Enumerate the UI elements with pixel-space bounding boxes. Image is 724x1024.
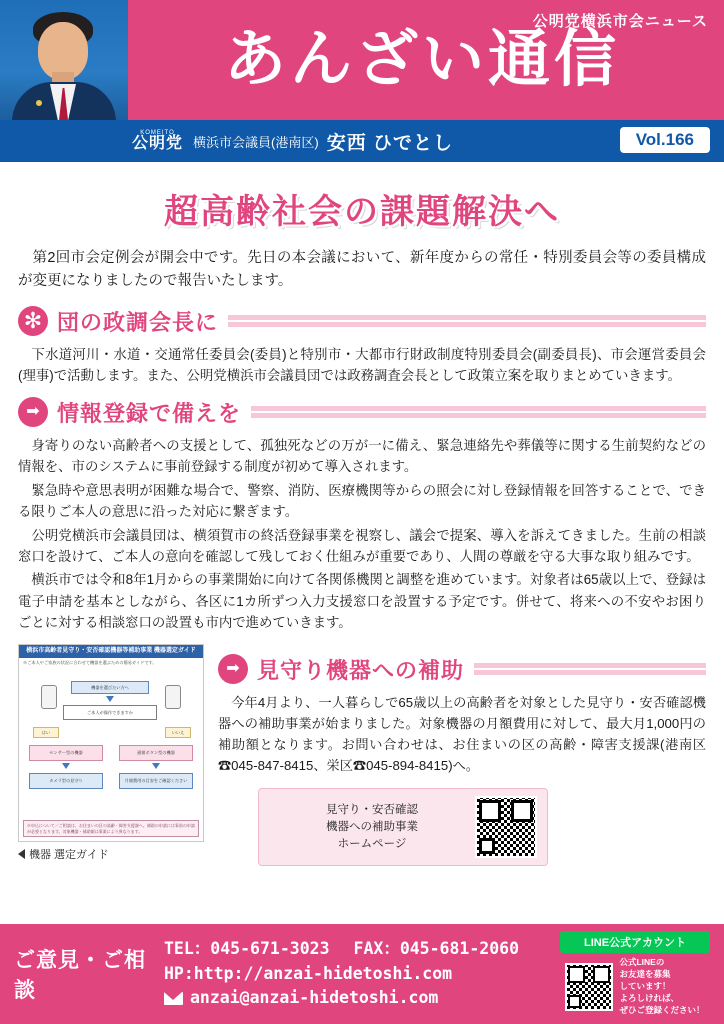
- contact-row-homepage[interactable]: [164, 962, 560, 987]
- fax-number: FAX：045-681-2060: [353, 938, 520, 958]
- line-text-line-2: お友達を募集: [619, 969, 671, 980]
- guide-node-yes: はい: [33, 727, 59, 738]
- bottom-block: [18, 644, 706, 867]
- guide-arrow-icon: [106, 696, 114, 702]
- email-address[interactable]: anzai@anzai-hidetoshi.com: [190, 988, 439, 1008]
- page-title: 超高齢社会の課題解決へ: [164, 192, 560, 232]
- section-1-paragraph-1: 下水道河川・水道・交通常任委員会(委員)と特別市・大都市行財政制度特別委員会(副委員長)、市会運営委員会(理事)で活動します。また、公明党横浜市会議員団では政務調査会長として政策立案を取りまとめていきます。: [18, 346, 706, 384]
- section-heading-3: [218, 654, 706, 685]
- heading-rule: [251, 406, 706, 418]
- heading-rule: [228, 315, 706, 327]
- guide-node-question: ご本人が操作できますか: [63, 705, 157, 720]
- line-text-line-1: 公式LINEの: [619, 957, 665, 968]
- header-info-bar: [0, 120, 724, 162]
- qr-panel-line-1: 見守り・安否確認: [326, 804, 418, 817]
- flower-icon: [18, 306, 48, 336]
- guide-node-sensor: センサー型の機器: [29, 745, 103, 761]
- section-heading-2: [18, 397, 706, 428]
- section-3-paragraph-1: 今年4月より、一人暮らしで65歳以上の高齢者を対象とした見守り・安否確認機器への補助事業が始まりました。対象機器の月額費用に対して、最大月1,000円の補助額となります。お問い合わせは、お住まいの区の高齢・障害支援課(港南区☎045-847-8415、栄区☎045-894-8415)へ。: [218, 694, 706, 774]
- section-2-paragraph-4: 横浜市では令和8年1月からの事業開始に向けて各関係機関と調整を進めています。対象者は65歳以上で、登録は電子申請を基本としながら、各区に1カ所ずつ入力支援窓口を設置する予定です。併せて、将来への不安やお困りごとに対する相談窓口の設置も市内で進めていきます。: [18, 572, 706, 631]
- section-2-paragraph-1: 身寄りのない高齢者への支援として、孤独死などの万が一に備え、緊急連絡先や葬儀等に関する生前契約などの情報を、市のシステムに事前登録する制度が初めて導入されます。: [18, 437, 706, 475]
- guide-image-note: ※ご本人やご家族の状況に合わせて機器を選ぶための簡易ガイドです。: [23, 660, 157, 666]
- role-text: 横浜市会議員(港南区): [193, 134, 319, 150]
- section-heading-1: [18, 306, 706, 337]
- line-text-line-5: ぜひご登録ください！: [619, 1004, 705, 1015]
- guide-image-title: 横浜市高齢者見守り・安否確認機器等補助事業 機器選定ガイド: [19, 645, 203, 659]
- line-text-line-3: しています！: [619, 981, 671, 992]
- qr-info-panel[interactable]: [258, 788, 548, 866]
- guide-column: [18, 644, 208, 867]
- person-name: 安西 ひでとし: [326, 132, 453, 154]
- section-2-paragraph-2: 緊急時や意思表明が困難な場合で、警察、消防、医療機関等からの照会に対し登録情報を回答することで、できる限りご本人の意思に沿った対応に繋ぎます。: [18, 482, 706, 520]
- arrow-icon: [218, 654, 248, 684]
- line-text-line-4: よろしければ、: [619, 992, 679, 1003]
- guide-caption-text: 機器 選定ガイド: [29, 848, 109, 861]
- guide-arrow-icon: [152, 763, 160, 769]
- guide-footnote: ※申込について／ご相談は、お住まいの区の高齢・障害支援課へ。補助の申請には事前の申請が必要となります。対象機器・補助額は事業により異なります。: [23, 820, 199, 836]
- lapel-badge-icon: [36, 100, 42, 106]
- line-account-block[interactable]: [560, 931, 710, 1016]
- section-title-2: 情報登録で備えを: [57, 401, 242, 427]
- smartphone-icon: [41, 685, 57, 709]
- guide-node-camera: カメラ型の見守り: [29, 773, 103, 789]
- section-title-1: 団の政調会長に: [57, 310, 219, 336]
- section-2-paragraph-3: 公明党横浜市会議員団は、横須賀市の終活登録事業を視察し、議会で提案、導入を訴えてきました。生前の相談窓口を設けて、ご本人の意向を確認して残しておく仕組みが重要であり、人間の尊厳を守る大事な取り組みです。: [18, 527, 706, 565]
- line-account-title: LINE公式アカウント: [560, 931, 710, 953]
- politician-photo: [0, 0, 128, 120]
- masthead-title: あんざい通信: [223, 22, 620, 95]
- volume-badge: Vol.166: [620, 127, 710, 153]
- line-qr-code[interactable]: [565, 963, 613, 1011]
- newsletter-header: [0, 0, 724, 162]
- guide-node-button: 通報ボタン型の機器: [119, 745, 193, 761]
- newsletter-body: [0, 162, 724, 924]
- line-account-inner: [560, 957, 710, 1016]
- contact-row-email[interactable]: [164, 986, 560, 1011]
- telephone-number: TEL：045-671-3023: [164, 938, 330, 958]
- right-column: [218, 644, 706, 867]
- guide-caption: [18, 846, 208, 862]
- arrow-icon: [18, 397, 48, 427]
- party-name: 公明党: [132, 135, 184, 152]
- section-title-3: 見守り機器への補助: [257, 658, 465, 684]
- party-romaji: KOMEITO: [140, 130, 175, 136]
- party-logo: [132, 130, 183, 152]
- guide-node-cost: 月額費用の目安をご確認ください: [119, 773, 193, 789]
- qr-panel-line-2: 機器への補助事業: [326, 820, 418, 833]
- triangle-icon: [18, 849, 25, 859]
- contact-info: [164, 937, 560, 1011]
- contact-row-phone: [164, 937, 560, 962]
- device-selection-guide-image: [18, 644, 204, 842]
- guide-arrow-icon: [62, 763, 70, 769]
- qr-panel-text: [269, 802, 475, 852]
- mail-icon: [164, 992, 183, 1005]
- newsletter-footer: [0, 924, 724, 1024]
- qr-panel-line-3: ホームページ: [337, 837, 407, 850]
- organization-label: 公明党横浜市会ニュース: [532, 13, 708, 30]
- qr-code[interactable]: [475, 796, 537, 858]
- guide-node-start: 機器を選びたい方へ: [71, 681, 149, 694]
- smartphone-icon: [165, 685, 181, 709]
- heading-rule: [474, 663, 706, 675]
- lead-paragraph: 第2回市会定例会が開会中です。先日の本会議において、新年度からの常任・特別委員会等の委員構成が変更になりましたので報告いたします。: [18, 250, 706, 290]
- guide-node-no: いいえ: [165, 727, 191, 738]
- homepage-url[interactable]: HP:http://anzai-hidetoshi.com: [164, 963, 453, 983]
- line-account-text: [619, 957, 704, 1016]
- footer-label: ご意見・ご相談: [14, 949, 146, 1002]
